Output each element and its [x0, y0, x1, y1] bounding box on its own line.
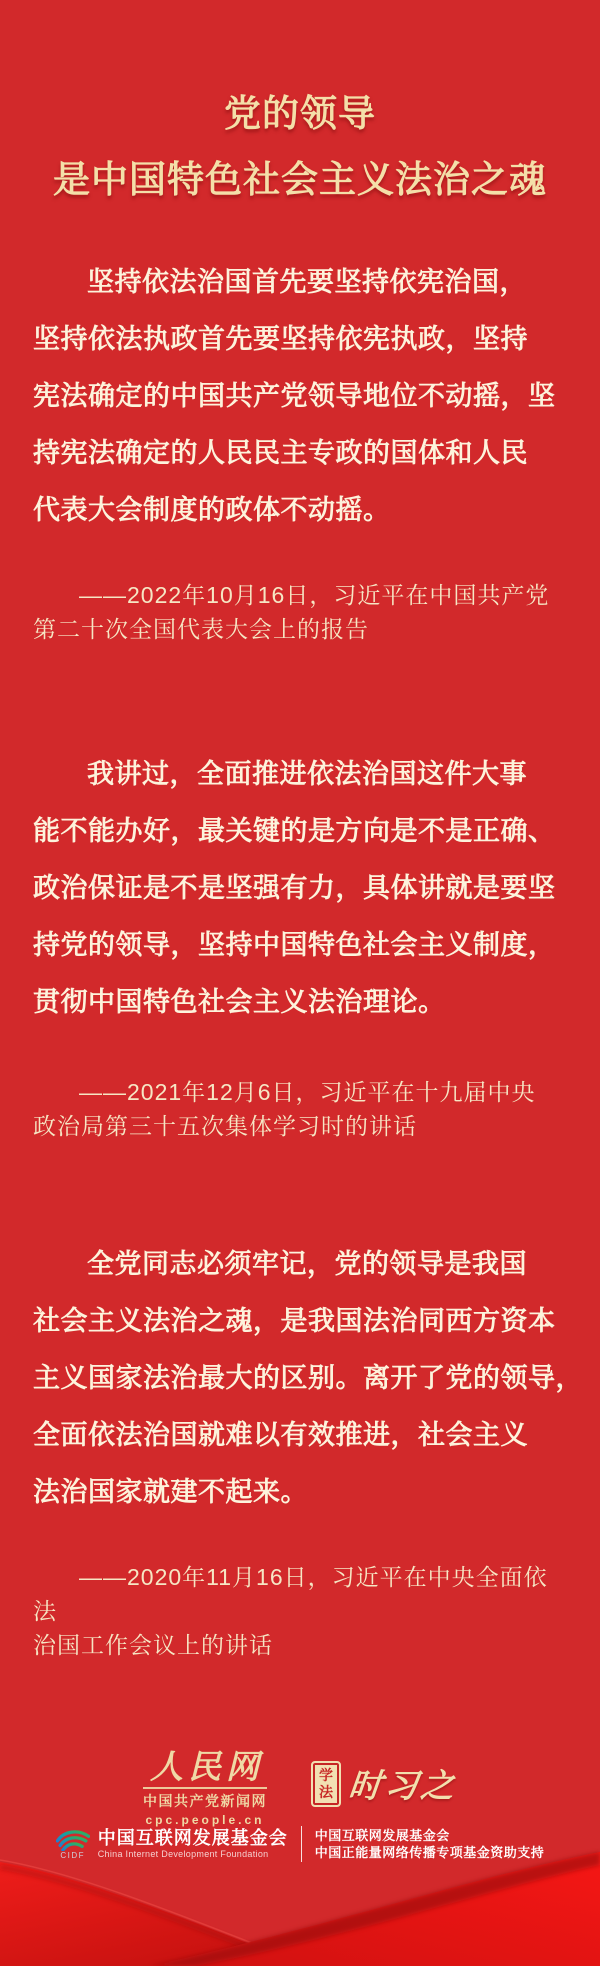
quote-line: 全面依法治国就难以有效推进，社会主义 [33, 1420, 528, 1450]
support-text-line-1: 中国互联网发展基金会 [314, 1828, 450, 1843]
quote-line: 持宪法确定的人民民主专政的国体和人民 [33, 438, 528, 468]
quote-line: 能不能办好，最关键的是方向是不是正确、 [33, 816, 556, 846]
people-net-divider-line [143, 1787, 267, 1789]
footer-brands [0, 1750, 600, 1828]
cidf-name-cn: 中国互联网发展基金会 [97, 1828, 288, 1848]
quote-line: 我讲过，全面推进依法治国这件大事 [87, 759, 527, 789]
cidf-logo-group [56, 1828, 288, 1860]
cidf-names [98, 1828, 288, 1860]
people-net-domain: cpc.people.cn [145, 1813, 265, 1827]
stamp-char-top: 学 [319, 1766, 333, 1783]
shixizhi-brand [311, 1760, 457, 1807]
poster-title [0, 81, 600, 213]
quote-line: 法治国家就建不起来。 [33, 1477, 308, 1507]
quote-line: 主义国家法治最大的区别。离开了党的领导， [33, 1363, 583, 1393]
title-line-1: 党的领导 [224, 92, 376, 134]
stamp-char-bottom: 法 [319, 1783, 333, 1800]
quote-line: 贯彻中国特色社会主义法治理论。 [33, 987, 446, 1017]
attribution-line: 第二十次全国代表大会上的报告 [33, 616, 369, 642]
quote-line: 社会主义法治之魂，是我国法治同西方资本 [33, 1306, 556, 1336]
quote-block-3 [33, 1236, 583, 1521]
cidf-row [0, 1826, 600, 1862]
quote-block-2 [33, 746, 567, 1031]
quote-line: 持党的领导，坚持中国特色社会主义制度， [33, 930, 556, 960]
people-net-logo [143, 1750, 267, 1828]
attribution-line: 政治局第三十五次集体学习时的讲话 [33, 1113, 417, 1139]
silk-wave-decoration [0, 1848, 600, 1966]
people-net-calligraphy: 人民网 [150, 1748, 264, 1785]
attribution-line: ——2022年10月16日，习近平在中国共产党 [79, 582, 550, 608]
quote-line: 全党同志必须牢记，党的领导是我国 [87, 1249, 527, 1279]
cidf-arcs-icon [56, 1829, 90, 1851]
quote-line: 政治保证是不是坚强有力，具体讲就是要坚 [33, 873, 556, 903]
attribution-line: ——2020年11月16日，习近平在中央全面依法 [33, 1564, 548, 1624]
title-line-2: 是中国特色社会主义法治之魂 [53, 158, 547, 200]
attribution-line: ——2021年12月6日，习近平在十九届中央 [79, 1079, 536, 1105]
cidf-name-en: China Internet Development Foundation [97, 1849, 269, 1859]
cidf-abbr: CIDF [60, 1850, 86, 1860]
support-text [315, 1827, 545, 1861]
quote-attribution-1 [33, 578, 567, 646]
quote-line: 坚持依法治国首先要坚持依宪治国， [87, 267, 527, 297]
footer-vertical-divider [301, 1826, 302, 1862]
quote-line: 代表大会制度的政体不动摇。 [33, 495, 391, 525]
quote-line: 宪法确定的中国共产党领导地位不动摇，坚 [33, 381, 556, 411]
cidf-logo [56, 1829, 90, 1860]
study-law-stamp [311, 1761, 341, 1807]
shixizhi-wordmark: 时习之 [346, 1767, 459, 1804]
quote-block-1 [33, 254, 567, 539]
quote-attribution-2 [33, 1075, 567, 1143]
people-net-site-name: 中国共产党新闻网 [143, 1793, 267, 1809]
support-text-line-2: 中国正能量网络传播专项基金资助支持 [314, 1845, 545, 1860]
quote-attribution-3 [33, 1560, 567, 1662]
quote-line: 坚持依法执政首先要坚持依宪执政，坚持 [33, 324, 528, 354]
attribution-line: 治国工作会议上的讲话 [33, 1632, 273, 1658]
